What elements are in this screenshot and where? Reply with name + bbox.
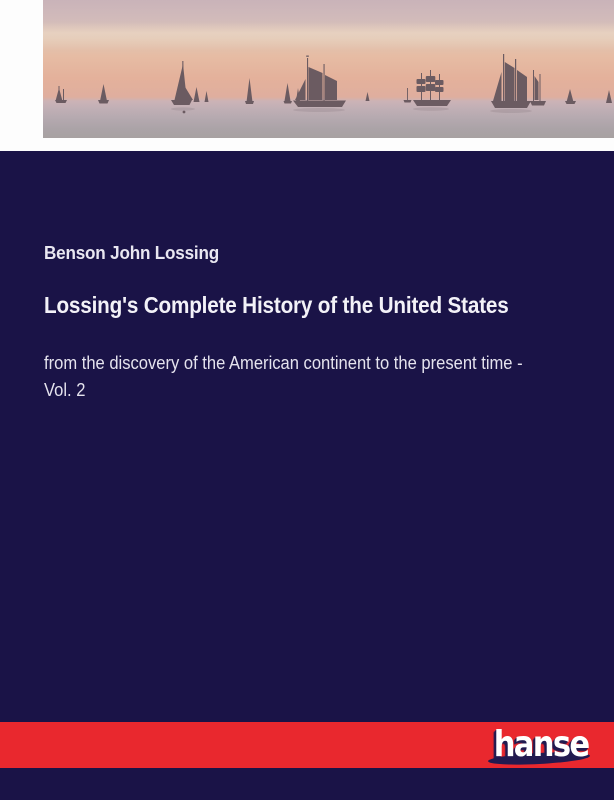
ship-silhouette <box>491 54 546 108</box>
ship-silhouette <box>404 88 412 103</box>
ship-silhouette <box>413 70 451 106</box>
ship-silhouette <box>98 84 109 104</box>
ship-silhouette <box>565 89 612 104</box>
ship-silhouette <box>194 87 209 102</box>
tall-ships-silhouettes <box>43 0 614 138</box>
ship-reflections <box>171 107 532 113</box>
ship-silhouette <box>171 61 193 113</box>
subtitle-line-1: from the discovery of the American continent to the present time - <box>44 353 523 373</box>
hanse-publisher-logo: hanse <box>493 724 588 765</box>
author-name: Benson John Lossing <box>44 243 220 263</box>
ship-silhouette <box>55 86 67 103</box>
book-title: Lossing's Complete History of the United States <box>44 292 509 318</box>
ship-silhouette <box>245 78 254 104</box>
ship-silhouette <box>284 83 301 104</box>
ship-fleet <box>55 54 612 113</box>
book-subtitle <box>44 350 564 404</box>
subtitle-line-2: Vol. 2 <box>44 380 86 400</box>
seascape-photo <box>43 0 614 138</box>
ship-silhouette <box>293 56 346 108</box>
ship-silhouette <box>366 92 370 101</box>
